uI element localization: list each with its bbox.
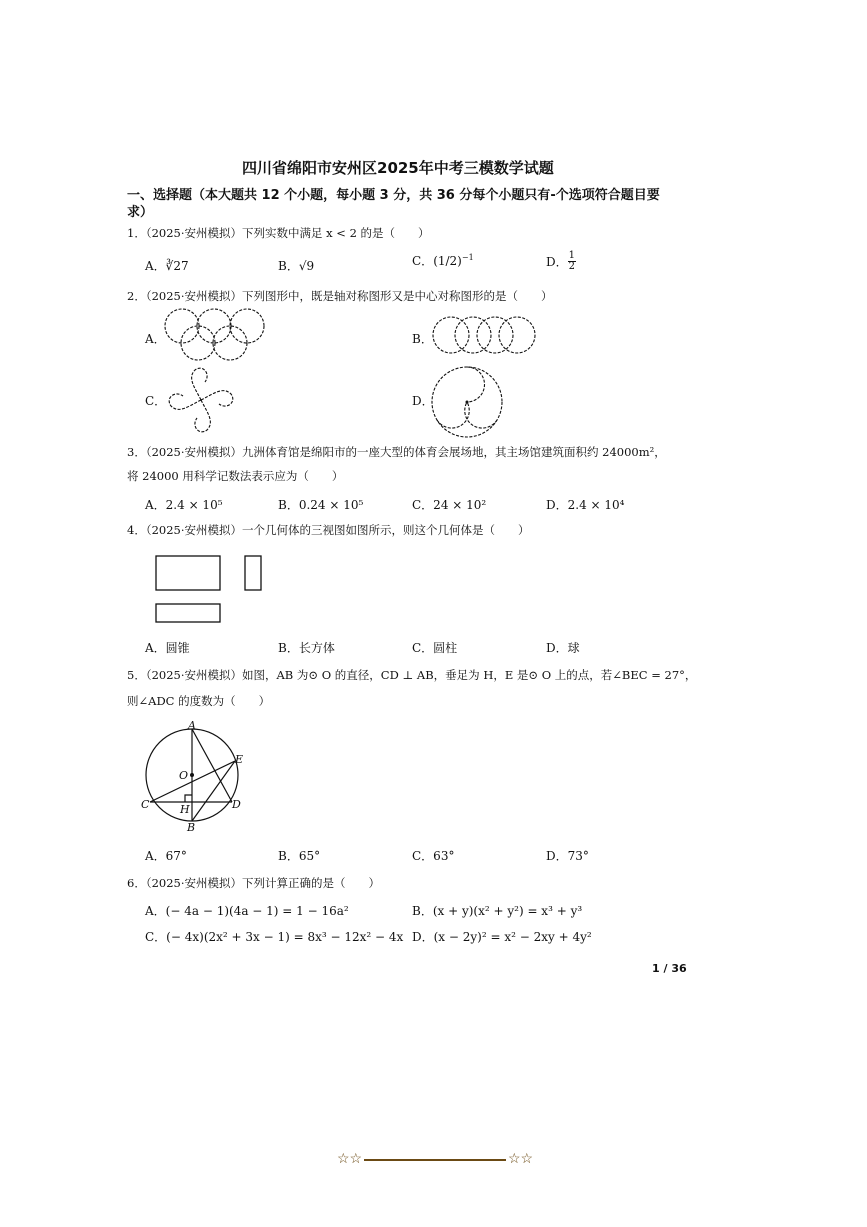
- page-number: 1 / 36: [652, 962, 687, 975]
- q2-b-ring-1: [433, 317, 469, 353]
- q5-label-o: O: [179, 769, 189, 782]
- q4-front-view: [156, 556, 220, 590]
- question-6-stem: 6．（2025·安州模拟）下列计算正确的是（ ）: [127, 876, 380, 890]
- q5-center-dot: [190, 773, 194, 777]
- q2-c-petal-1: [192, 368, 207, 400]
- question-5-stem: 5．（2025·安州模拟）如图，AB 为⊙ O 的直径，CD ⊥ AB，垂足为 H，E 是⊙ O 上的点，若∠BEC = 27°，: [127, 668, 697, 682]
- q2-option-d: D．: [412, 394, 434, 408]
- q1-option-d-num: 1: [568, 250, 575, 261]
- footer-rule: [364, 1159, 506, 1161]
- q1-option-d-label: D．: [546, 255, 568, 269]
- q6-option-a: A．(− 4a − 1)(4a − 1) = 1 − 16a²: [145, 904, 349, 918]
- q1-option-d: [546, 251, 576, 272]
- q2-a-ring-1: [165, 309, 199, 343]
- q6-option-d: D．(x − 2y)² = x² − 2xy + 4y²: [412, 930, 592, 944]
- q3-option-b: B．0.24 × 10⁵: [278, 498, 364, 512]
- q1-option-d-fraction: [568, 251, 576, 272]
- q2-c-petal-4: [169, 394, 201, 409]
- q4-option-b: B．长方体: [278, 641, 335, 655]
- section-heading-cont: 求）: [127, 205, 154, 220]
- q2-figure-a: [163, 308, 269, 362]
- q5-segment-be: [192, 761, 235, 821]
- q6-option-c: C．(− 4x)(2x² + 3x − 1) = 8x³ − 12x² − 4x: [145, 930, 404, 944]
- q4-option-c: C．圆柱: [412, 641, 458, 655]
- q3-option-d: D．2.4 × 10⁴: [546, 498, 625, 512]
- q1-option-c-base: (1/2): [433, 254, 462, 268]
- question-3-stem-cont: 将 24000 用科学记数法表示应为（ ）: [127, 469, 344, 483]
- q5-label-h: H: [180, 803, 190, 816]
- q5-label-b: B: [187, 821, 196, 834]
- q5-option-a: A．67°: [145, 849, 187, 863]
- q1-option-c-exp: −1: [461, 253, 474, 262]
- q2-figure-d: [429, 364, 505, 440]
- q2-b-ring-4: [499, 317, 535, 353]
- q2-figure-c: [165, 364, 237, 436]
- q5-label-e: E: [235, 753, 244, 766]
- q1-option-c: [412, 252, 474, 269]
- q3-option-a: A．2.4 × 10⁵: [145, 498, 223, 512]
- question-2-stem: 2．（2025·安州模拟）下列图形中，既是轴对称图形又是中心对称图形的是（ ）: [127, 289, 553, 303]
- q1-option-c-label: C．: [412, 254, 434, 268]
- q1-option-a: A．∛27: [145, 259, 189, 273]
- q3-option-c: C．24 × 10²: [412, 498, 487, 512]
- q5-label-d: D: [232, 798, 241, 811]
- q2-option-c: C．: [145, 394, 167, 408]
- section-heading: 一、选择题（本大题共 12 个小题，每小题 3 分，共 36 分每个小题只有-个选项符合题目要: [127, 188, 660, 203]
- q1-option-b: B．√9: [278, 259, 315, 273]
- footer-stars-left: ☆☆: [337, 1151, 363, 1167]
- question-1-stem: 1．（2025·安州模拟）下列实数中满足 x < 2 的是（ ）: [127, 226, 430, 240]
- q5-option-c: C．63°: [412, 849, 455, 863]
- q5-option-d: D．73°: [546, 849, 589, 863]
- q5-label-c: C: [141, 798, 150, 811]
- q2-d-curve-1: [467, 367, 485, 402]
- page-title: 四川省绵阳市安州区2025年中考三模数学试题: [242, 159, 554, 177]
- q2-c-petal-3: [195, 400, 210, 432]
- q2-figure-b: [432, 316, 538, 356]
- q5-option-b: B．65°: [278, 849, 321, 863]
- q2-a-ring-3: [230, 309, 264, 343]
- question-5-stem-cont: 则∠ADC 的度数为（ ）: [127, 694, 271, 708]
- q4-option-d: D．球: [546, 641, 580, 655]
- q1-option-d-den: 2: [568, 261, 575, 272]
- q6-option-b: B．(x + y)(x² + y²) = x³ + y³: [412, 904, 583, 918]
- question-4-stem: 4．（2025·安州模拟）一个几何体的三视图如图所示，则这个几何体是（ ）: [127, 523, 530, 537]
- q2-option-a: A．: [145, 332, 166, 346]
- footer-stars-right: ☆☆: [508, 1151, 534, 1167]
- q2-b-ring-2: [455, 317, 491, 353]
- q5-circle-figure: [138, 720, 258, 838]
- q2-c-petal-2: [201, 391, 233, 406]
- q2-d-curve-3: [437, 402, 469, 428]
- q2-d-curve-2: [465, 402, 497, 428]
- q2-d-center-dot: [466, 401, 469, 404]
- q5-right-angle-mark: [185, 795, 192, 802]
- q2-option-b: B．: [412, 332, 433, 346]
- q4-top-view: [156, 604, 220, 622]
- q4-side-view: [245, 556, 261, 590]
- q2-b-ring-3: [477, 317, 513, 353]
- q5-label-a: A: [188, 720, 196, 732]
- q4-option-a: A．圆锥: [145, 641, 190, 655]
- question-3-stem: 3．（2025·安州模拟）九洲体育馆是绵阳市的一座大型的体育会展场地，其主场馆建筑面积约 24000m²，: [127, 445, 666, 459]
- q4-three-views: [154, 554, 266, 626]
